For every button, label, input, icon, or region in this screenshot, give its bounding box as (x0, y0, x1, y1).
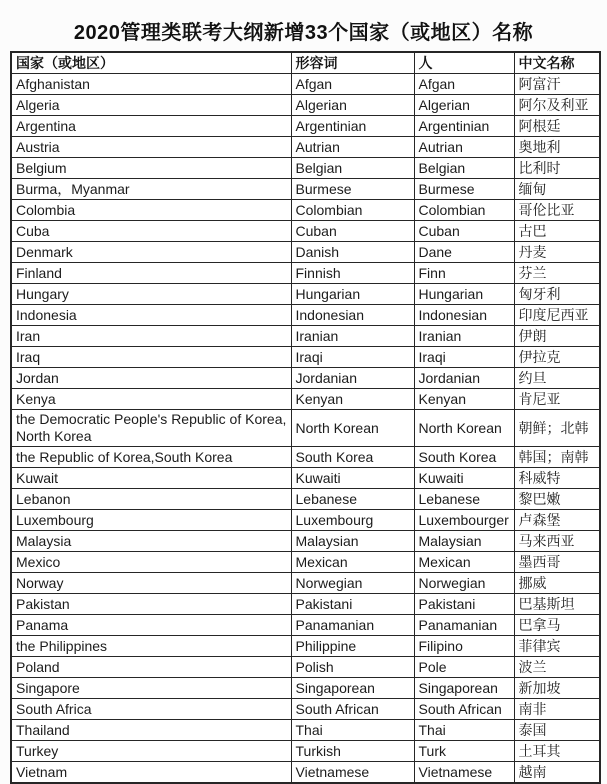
table-cell: Denmark (11, 242, 291, 263)
table-cell: Luxembourg (291, 510, 414, 531)
table-row (11, 389, 600, 410)
table-row (11, 699, 600, 720)
table-cell: Turkish (291, 741, 414, 762)
table-cell: Lebanese (291, 489, 414, 510)
table-cell: Belgium (11, 158, 291, 179)
table-cell: Cuban (414, 221, 514, 242)
table-cell: Algeria (11, 95, 291, 116)
table-cell: North Korean (414, 410, 514, 447)
table-cell: 伊朗 (514, 326, 600, 347)
table-cell: Burmese (414, 179, 514, 200)
table-row (11, 594, 600, 615)
table-cell: Finn (414, 263, 514, 284)
table-cell: 肯尼亚 (514, 389, 600, 410)
table-row (11, 678, 600, 699)
table-cell: Finnish (291, 263, 414, 284)
table-cell: 哥伦比亚 (514, 200, 600, 221)
table-cell: 丹麦 (514, 242, 600, 263)
table-cell: Turk (414, 741, 514, 762)
table-cell: South African (291, 699, 414, 720)
table-row (11, 74, 600, 95)
header-country: 国家（或地区） (11, 52, 291, 74)
table-row (11, 720, 600, 741)
table-cell: 韩国；南韩 (514, 447, 600, 468)
table-cell: Kuwaiti (291, 468, 414, 489)
table-cell: Algerian (291, 95, 414, 116)
table-cell: the Republic of Korea,South Korea (11, 447, 291, 468)
table-cell: Poland (11, 657, 291, 678)
table-cell: 泰国 (514, 720, 600, 741)
table-cell: 约旦 (514, 368, 600, 389)
table-cell: Cuban (291, 221, 414, 242)
table-cell: 巴拿马 (514, 615, 600, 636)
table-cell: Burmese (291, 179, 414, 200)
table-row (11, 741, 600, 762)
table-row (11, 263, 600, 284)
table-cell: Luxembourger (414, 510, 514, 531)
table-cell: Malaysian (414, 531, 514, 552)
table-cell: Burma，Myanmar (11, 179, 291, 200)
table-cell: Colombia (11, 200, 291, 221)
table-cell: Pole (414, 657, 514, 678)
table-cell: Autrian (291, 137, 414, 158)
table-cell: Kuwait (11, 468, 291, 489)
table-cell: Argentinian (291, 116, 414, 137)
table-row (11, 489, 600, 510)
table-cell: Malaysian (291, 531, 414, 552)
table-row (11, 158, 600, 179)
table-row (11, 116, 600, 137)
table-cell: North Korean (291, 410, 414, 447)
table-cell: 缅甸 (514, 179, 600, 200)
table-row (11, 510, 600, 531)
header-chinese-name: 中文名称 (514, 52, 600, 74)
table-cell: Singaporean (291, 678, 414, 699)
table-cell: South Korea (414, 447, 514, 468)
table-row (11, 762, 600, 784)
table-body (11, 74, 600, 784)
table-cell: Hungary (11, 284, 291, 305)
table-cell: Vietnam (11, 762, 291, 784)
table-row (11, 200, 600, 221)
table-cell: Norwegian (291, 573, 414, 594)
table-cell: Vietnamese (414, 762, 514, 784)
table-cell: Finland (11, 263, 291, 284)
table-cell: Belgian (414, 158, 514, 179)
page-title: 2020管理类联考大纲新增33个国家（或地区）名称 (73, 22, 534, 44)
table-cell: Turkey (11, 741, 291, 762)
table-cell: 芬兰 (514, 263, 600, 284)
table-cell: Norway (11, 573, 291, 594)
table-cell: Dane (414, 242, 514, 263)
table-cell: 菲律宾 (514, 636, 600, 657)
table-cell: South Africa (11, 699, 291, 720)
table-cell: Iraqi (414, 347, 514, 368)
table-cell: Jordanian (414, 368, 514, 389)
table-cell: Colombian (414, 200, 514, 221)
table-cell: 巴基斯坦 (514, 594, 600, 615)
table-cell: Panamanian (414, 615, 514, 636)
table-cell: Colombian (291, 200, 414, 221)
table-row (11, 636, 600, 657)
table-cell: Iran (11, 326, 291, 347)
table-cell: 波兰 (514, 657, 600, 678)
table-cell: Mexican (414, 552, 514, 573)
table-cell: Afgan (291, 74, 414, 95)
table-cell: Hungarian (414, 284, 514, 305)
table-cell: 科威特 (514, 468, 600, 489)
table-row (11, 410, 600, 447)
table-cell: 卢森堡 (514, 510, 600, 531)
table-cell: Austria (11, 137, 291, 158)
table-cell: the Democratic People's Republic of Korea, North Korea (11, 410, 291, 447)
table-cell: 奥地利 (514, 137, 600, 158)
table-cell: 黎巴嫩 (514, 489, 600, 510)
header-adjective: 形容词 (291, 52, 414, 74)
table-cell: the Philippines (11, 636, 291, 657)
table-cell: Lebanese (414, 489, 514, 510)
table-cell: Singaporean (414, 678, 514, 699)
table-cell: Thai (291, 720, 414, 741)
table-row (11, 573, 600, 594)
table-cell: 阿尔及利亚 (514, 95, 600, 116)
table-cell: Mexican (291, 552, 414, 573)
table-row (11, 137, 600, 158)
table-cell: Afghanistan (11, 74, 291, 95)
table-cell: Singapore (11, 678, 291, 699)
table-cell: Filipino (414, 636, 514, 657)
table-cell: Kenyan (414, 389, 514, 410)
table-cell: Jordanian (291, 368, 414, 389)
table-cell: Pakistani (291, 594, 414, 615)
table-row (11, 468, 600, 489)
table-cell: 印度尼西亚 (514, 305, 600, 326)
table-cell: Polish (291, 657, 414, 678)
table-cell: Mexico (11, 552, 291, 573)
table-cell: Panama (11, 615, 291, 636)
table-cell: Afgan (414, 74, 514, 95)
table-cell: Belgian (291, 158, 414, 179)
table-cell: Kenya (11, 389, 291, 410)
table-cell: 挪威 (514, 573, 600, 594)
table-cell: Argentina (11, 116, 291, 137)
table-cell: Philippine (291, 636, 414, 657)
table-cell: Algerian (414, 95, 514, 116)
header-person: 人 (414, 52, 514, 74)
table-cell: Iraq (11, 347, 291, 368)
table-cell: 墨西哥 (514, 552, 600, 573)
table-row (11, 221, 600, 242)
table-cell: 马来西亚 (514, 531, 600, 552)
table-cell: Thailand (11, 720, 291, 741)
table-cell: Iranian (291, 326, 414, 347)
table-cell: 阿富汗 (514, 74, 600, 95)
table-row (11, 615, 600, 636)
table-cell: Indonesia (11, 305, 291, 326)
table-row (11, 368, 600, 389)
table-cell: Hungarian (291, 284, 414, 305)
table-cell: Vietnamese (291, 762, 414, 784)
table-cell: South Korea (291, 447, 414, 468)
table-cell: 古巴 (514, 221, 600, 242)
table-row (11, 326, 600, 347)
table-cell: Iranian (414, 326, 514, 347)
table-cell: Malaysia (11, 531, 291, 552)
table-cell: 土耳其 (514, 741, 600, 762)
table-cell: Panamanian (291, 615, 414, 636)
table-cell: Kenyan (291, 389, 414, 410)
table-cell: Pakistan (11, 594, 291, 615)
table-cell: Danish (291, 242, 414, 263)
table-cell: Luxembourg (11, 510, 291, 531)
table-cell: Indonesian (414, 305, 514, 326)
table-cell: 伊拉克 (514, 347, 600, 368)
table-cell: Indonesian (291, 305, 414, 326)
table-row (11, 179, 600, 200)
table-cell: 朝鲜；北韩 (514, 410, 600, 447)
table-cell: Lebanon (11, 489, 291, 510)
table-cell: Cuba (11, 221, 291, 242)
table-cell: 越南 (514, 762, 600, 784)
table-header-row (11, 52, 600, 74)
table-cell: 阿根廷 (514, 116, 600, 137)
table-cell: Argentinian (414, 116, 514, 137)
table-cell: Iraqi (291, 347, 414, 368)
table-cell: Jordan (11, 368, 291, 389)
table-cell: South African (414, 699, 514, 720)
table-cell: Norwegian (414, 573, 514, 594)
table-cell: Pakistani (414, 594, 514, 615)
table-row (11, 657, 600, 678)
table-cell: 新加坡 (514, 678, 600, 699)
table-row (11, 284, 600, 305)
table-row (11, 447, 600, 468)
table-row (11, 305, 600, 326)
table-cell: Thai (414, 720, 514, 741)
table-row (11, 242, 600, 263)
table-cell: Kuwaiti (414, 468, 514, 489)
table-row (11, 347, 600, 368)
table-cell: 比利时 (514, 158, 600, 179)
country-table (10, 51, 601, 784)
table-cell: 匈牙利 (514, 284, 600, 305)
table-row (11, 531, 600, 552)
table-row (11, 95, 600, 116)
table-cell: Autrian (414, 137, 514, 158)
table-row (11, 552, 600, 573)
table-cell: 南非 (514, 699, 600, 720)
